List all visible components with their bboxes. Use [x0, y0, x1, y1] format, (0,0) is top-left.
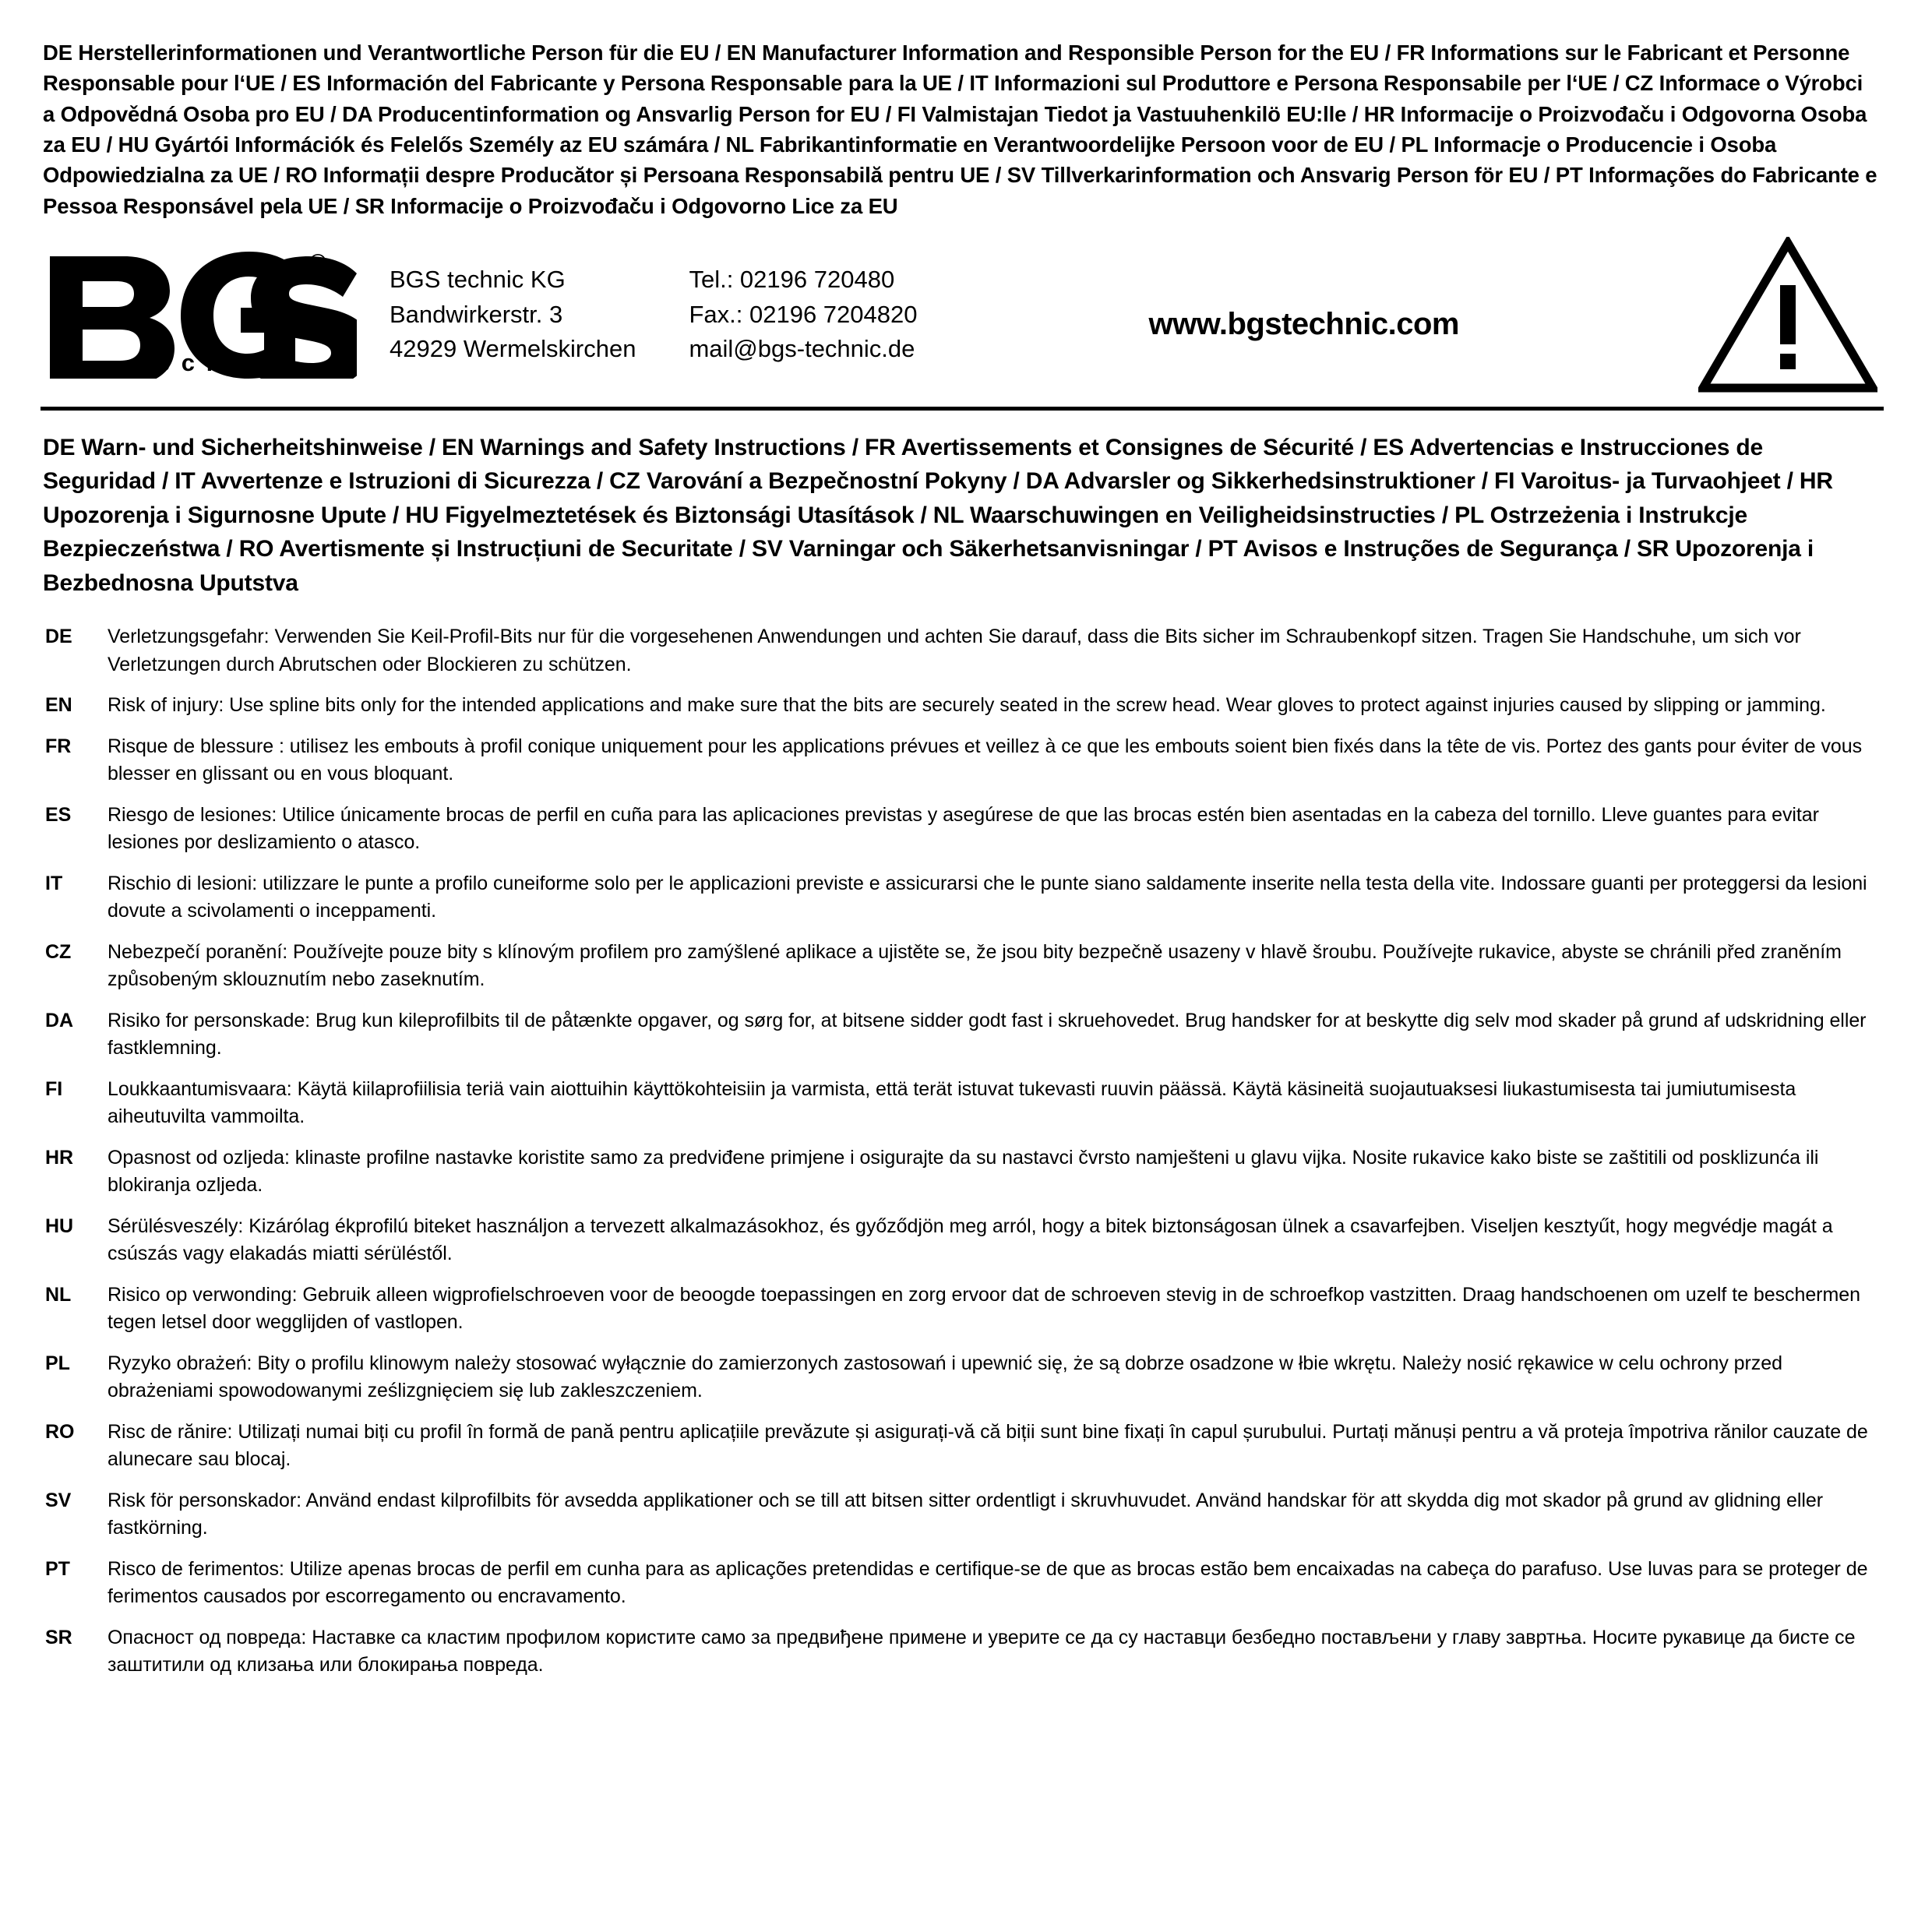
warning-row — [41, 870, 1884, 925]
warning-text: Rischio di lesioni: utilizzare le punte a profilo cuneiforme solo per le applicazioni previste e assicurarsi che le punte siano saldamente inserite nella testa della vite. Indossare guanti per proteggersi da lesioni dovute a scivolamenti o inceppamenti. — [108, 872, 1867, 922]
language-code: DA — [45, 1009, 74, 1031]
language-code: SV — [45, 1489, 72, 1511]
company-street: Bandwirkerstr. 3 — [390, 300, 563, 328]
warning-row — [41, 692, 1884, 720]
language-code: ES — [45, 803, 72, 826]
warning-row — [41, 1624, 1884, 1680]
language-code: RO — [45, 1420, 75, 1443]
company-address — [380, 263, 636, 366]
warning-row — [41, 1282, 1884, 1337]
warning-text: Risc de rănire: Utilizați numai biți cu profil în formă de pană pentru aplicațiile prevăzute și asigurați-vă că biții sunt bine fixați în capul șurubului. Purtați mănuși pentru a vă proteja împotriva rănilor cauzate de alunecare sau blocaj. — [108, 1420, 1868, 1471]
warning-row — [41, 623, 1884, 679]
warning-text: Risk för personskador: Använd endast kilprofilbits för avsedda applikationer och se till att bitsen sitter ordentligt i skruvhuvudet. Använd handskar för att skydda dig mot skador på grund av glidning eller fastkörning. — [108, 1489, 1824, 1539]
warning-triangle-icon — [1675, 237, 1884, 393]
language-code: FR — [45, 735, 72, 757]
language-code: NL — [45, 1283, 72, 1306]
company-name: BGS technic KG — [390, 266, 566, 294]
warning-text: Risque de blessure : utilisez les embouts à profil conique uniquement pour les applications prévues et veillez à ce que les embouts soient bien fixés dans la tête de vis. Portez des gants pour éviter de vous blesser en glissant ou en vous bloquant. — [108, 735, 1863, 785]
language-code: PL — [45, 1352, 70, 1374]
warning-row — [41, 1076, 1884, 1131]
warning-row — [41, 939, 1884, 994]
warning-text: Risco de ferimentos: Utilize apenas brocas de perfil em cunha para as aplicações pretendidas e certifique-se de que as brocas estão bem encaixadas na cabeça do parafuso. Use luvas para se proteger de ferimentos causados por escorregamento ou encravamento. — [108, 1557, 1868, 1608]
warning-text: Sérülésveszély: Kizárólag ékprofilú biteket használjon a tervezett alkalmazásokhoz, és győződjön meg arról, hogy a bitek biztonságosan ülnek a csavarfejben. Viseljen kesztyűt, hogy megvédje magát a csúszás vagy elakadás miatti sérüléstől. — [108, 1215, 1833, 1265]
company-fax: Fax.: 02196 7204820 — [689, 300, 918, 328]
warning-row — [41, 1144, 1884, 1200]
language-code: FI — [45, 1077, 63, 1100]
warning-row — [41, 802, 1884, 857]
warning-text: Riesgo de lesiones: Utilice únicamente brocas de perfil en cuña para las aplicaciones previstas y asegúrese de que las brocas estén bien asentadas en la cabeza del tornillo. Lleve guantes para evitar lesiones por deslizamiento o atasco. — [108, 803, 1819, 854]
manufacturer-information-heading: DE Herstellerinformationen und Verantwortliche Person für die EU / EN Manufacturer Information and Responsible Person for the EU / FR Informations sur le Fabricant et Personne Responsable pour l‘UE / ES Información del Fabricante y Persona Responsable para la UE / IT Informazioni sul Produttore e Persona Responsabile per l‘UE / CZ Informace o Výrobci a Odpovědná Osoba pro EU / DA Producentinformation og Ansvarlig Person for EU / FI Valmistajan Tiedot ja Vastuuhenkilö EU:lle / HR Informacije o Proizvođaču i Odgovorna Osoba za EU / HU Gyártói Információk és Felelős Személy az EU számára / NL Fabrikantinformatie en Verantwoordelijke Persoon voor de EU / PL Informacje o Producencie i Osoba Odpowiedzialna za UE / RO Informații despre Producător și Persoana Responsabilă pentru UE / SV Tillverkarinformation och Ansvarig Person för EU / PT Informações do Fabricante e Pessoa Responsável pela UE / SR Informacije o Proizvođaču i Odgovorno Lice za EU — [43, 41, 1877, 218]
warning-row — [41, 1213, 1884, 1268]
language-code: SR — [45, 1626, 72, 1648]
warnings-section-heading: DE Warn- und Sicherheitshinweise / EN Warnings and Safety Instructions / FR Avertissements et Consignes de Sécurité / ES Advertencias e Instrucciones de Seguridad / IT Avvertenze e Istruzioni di Sicurezza / CZ Varování a Bezpečnostní Pokyny / DA Advarsler og Sikkerhedsinstruktioner / FI Varoitus- ja Turvaohjeet / HR Upozorenja i Sigurnosne Upute / HU Figyelmeztetések és Biztonsági Utasítások / NL Waarschuwingen en Veiligheidsinstructies / PL Ostrzeżenia i Instrukcje Bezpieczeństwa / RO Avertismente și Instrucțiuni de Securitate / SV Varningar och Säkerhetsanvisningar / PT Avisos e Instruções de Segurança / SR Upozorenja i Bezbednosna Uputstva — [43, 434, 1833, 596]
company-phone: Tel.: 02196 720480 — [689, 266, 895, 294]
warning-text: Opasnost od ozljeda: klinaste profilne nastavke koristite samo za predviđene primjene i osigurajte da su nastavci čvrsto namješteni u glavu vijka. Nosite rukavice kako biste se zaštitili od posklizunća ili blokiranja ozljeda. — [108, 1146, 1819, 1197]
company-contact — [636, 263, 917, 366]
warning-text: Verletzungsgefahr: Verwenden Sie Keil-Profil-Bits nur für die vorgesehenen Anwendungen und achten Sie darauf, dass die Bits sicher im Schraubenkopf sitzen. Tragen Sie Handschuhe, um sich vor Verletzungen durch Abrutschen oder Blockieren zu schützen. — [108, 626, 1801, 675]
warning-row — [41, 1419, 1884, 1474]
company-header-band — [41, 232, 1884, 411]
company-website-link[interactable]: www.bgstechnic.com — [1148, 307, 1459, 342]
warning-text: Опасност од повреда: Наставке са кластим профилом користите само за предвиђене примене и уверите се да су наставци безбедно постављени у главу завртња. Носите рукавице да бисте се заштитили од клизања или блокирања повреда. — [108, 1626, 1856, 1676]
warning-triangle-svg — [1698, 237, 1877, 393]
warning-text: Loukkaantumisvaara: Käytä kiilaprofiilisia teriä vain aiottuihin käyttökohteisiin ja varmista, että terät istuvat tukevasti ruuvin päässä. Käytä käsineitä suojautuaksesi liukastumisesta tai jumiutumisesta aiheutuvilta vammoilta. — [108, 1077, 1796, 1128]
warning-row — [41, 1350, 1884, 1405]
warning-text: Ryzyko obrażeń: Bity o profilu klinowym należy stosować wyłącznie do zamierzonych zastosowań i upewnić się, że są dobrze osadzone w łbie wkrętu. Należy nosić rękawice w celu ochrony przed obrażeniami spowodowanymi ześlizgnięciem się lub zakleszczeniem. — [108, 1352, 1782, 1402]
language-code: HU — [45, 1215, 74, 1237]
company-city: 42929 Wermelskirchen — [390, 335, 636, 363]
language-code: HR — [45, 1146, 74, 1169]
bgs-logo — [41, 250, 380, 379]
language-code: IT — [45, 872, 63, 894]
warning-row — [41, 1487, 1884, 1542]
warning-text: Nebezpečí poranění: Používejte pouze bity s klínovým profilem pro zamýšlené aplikace a ujistěte se, že jsou bity bezpečně usazeny v hlavě šroubu. Používejte rukavice, abyste se chránili před zraněním způsobeným sklouznutím nebo zaseknutím. — [108, 940, 1842, 991]
svg-text:®: ® — [309, 250, 327, 277]
warning-row — [41, 1556, 1884, 1611]
language-code: PT — [45, 1557, 70, 1580]
warning-row — [41, 1007, 1884, 1063]
warning-text: Risico op verwonding: Gebruik alleen wigprofielschroeven voor de beoogde toepassingen en zorg ervoor dat de schroeven stevig in de schroefkop vastzitten. Draag handschoenen om uzelf te beschermen tegen letsel door wegglijden of vastlopen. — [108, 1283, 1860, 1334]
warnings-list — [41, 623, 1884, 1680]
warning-row — [41, 733, 1884, 788]
warning-text: Risiko for personskade: Brug kun kileprofilbits til de påtænkte opgaver, og sørg for, at bitsene sidder godt fast i skruehovedet. Brug handsker for at beskytte dig selv mod skader på grund af udskridning eller fastklemning. — [108, 1009, 1867, 1059]
language-code: DE — [45, 626, 72, 648]
language-code: EN — [45, 694, 72, 717]
warning-text: Risk of injury: Use spline bits only for the intended applications and make sure that the bits are securely seated in the screw head. Wear gloves to protect against injuries caused by slipping or jamming. — [108, 694, 1826, 717]
svg-text:t e c h n i c: t e c h n i c — [137, 349, 293, 377]
company-email[interactable]: mail@bgs-technic.de — [689, 335, 915, 363]
bgs-logo-svg — [45, 250, 357, 379]
language-code: CZ — [45, 940, 72, 963]
